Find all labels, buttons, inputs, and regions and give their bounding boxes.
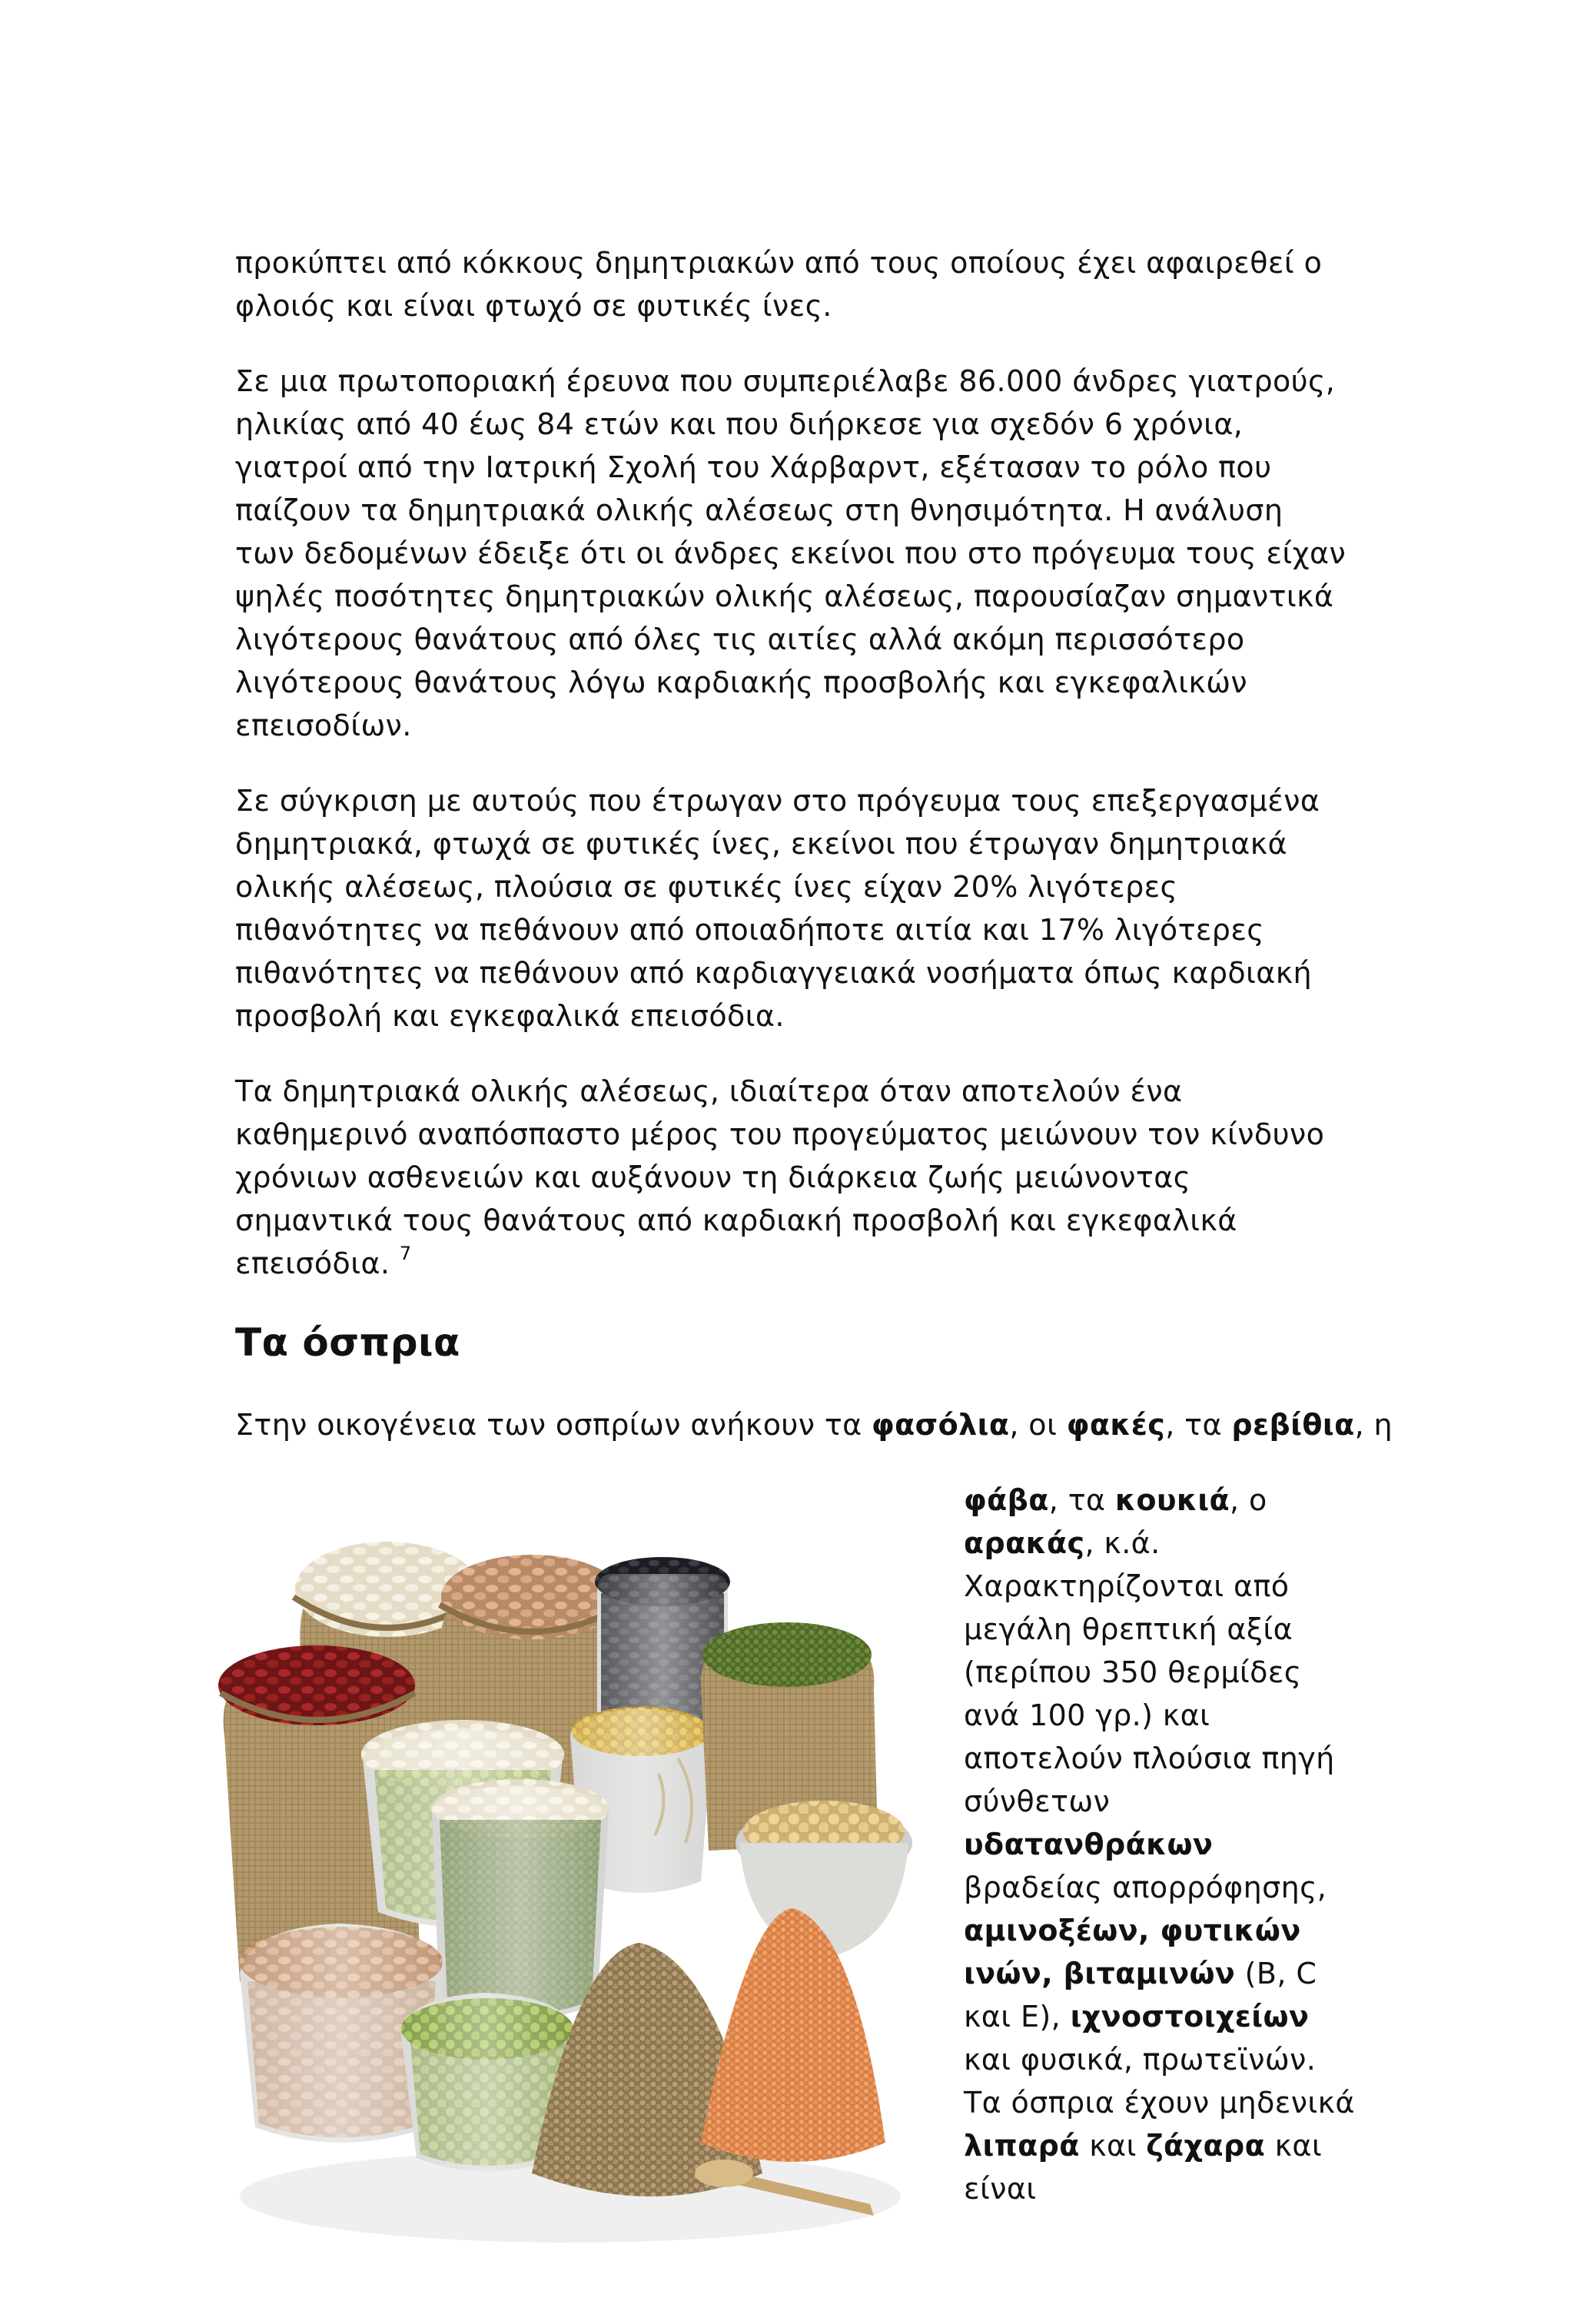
- bold-beans: φασόλια: [872, 1408, 1010, 1442]
- bold-fats: λιπαρά: [964, 2129, 1080, 2163]
- section-heading-legumes: Τα όσπρια: [235, 1320, 460, 1365]
- paragraph-harvard-study: Σε μια πρωτοποριακή έρευνα που συμπεριέλαβε 86.000 άνδρες γιατρούς, ηλικίας από 40 έως 84 ετών και που διήρκεσε για σχεδόν 6 χρόνια, γιατροί από την Ιατρική Σχολή του Χάρβαρντ, εξέτασαν το ρόλο που παίζουν τα δημητριακά ολικής αλέσεως στη θνησιμότητα. Η ανάλυση των δεδομένων έδειξε ότι οι άνδρες εκείνοι που στο πρόγευμα τους είχαν ψηλές ποσότητες δημητριακών ολικής αλέσεως, παρουσίαζαν σημαντικά λιγότερους θανάτους από όλες τις αιτίες αλλά ακόμη περισσότερο λιγότερους θανάτους λόγω καρδιακής προσβολής και εγκεφαλικών επεισοδίων.: [235, 364, 1347, 742]
- bold-trace-elements: ιχνοστοιχείων: [1070, 2000, 1310, 2034]
- side-text-4: βραδείας απορρόφησης,: [964, 1871, 1327, 1904]
- bold-peas: αρακάς: [964, 1526, 1085, 1560]
- legumes-description-text: [964, 1479, 1357, 2210]
- intro-text-4: , η: [1354, 1408, 1393, 1442]
- bold-amino-fiber-vitamins: αμινοξέων, φυτικών ινών, βιταμινών: [964, 1914, 1301, 1990]
- side-text-7: και: [1079, 2129, 1147, 2163]
- side-text-6: και φυσικά, πρωτεϊνών. Τα όσπρια έχουν μηδενικά: [964, 2043, 1355, 2120]
- bold-chickpeas: ρεβίθια: [1231, 1408, 1355, 1442]
- side-text-5: (B, C και E),: [964, 1957, 1317, 2034]
- side-text-2: , ο: [1230, 1483, 1267, 1517]
- bold-fava: φάβα: [964, 1483, 1049, 1517]
- intro-text-3: , τα: [1165, 1408, 1232, 1442]
- bold-broad-beans: κουκιά: [1114, 1483, 1230, 1517]
- side-text-1: , τα: [1048, 1483, 1115, 1517]
- paragraph-refined-grains: προκύπτει από κόκκους δημητριακών από τους οποίους έχει αφαιρεθεί ο φλοιός και είναι φτωχό σε φυτικές ίνες.: [235, 246, 1323, 323]
- legumes-section-body: [235, 1479, 1355, 2324]
- footnote-reference[interactable]: 7: [399, 1243, 412, 1264]
- paragraph-conclusion-text: Τα δημητριακά ολικής αλέσεως, ιδιαίτερα όταν αποτελούν ένα καθημερινό αναπόσπαστο μέρος του προγεύματος μειώνουν τον κίνδυνο χρόνιων ασθενειών και αυξάνουν τη διάρκεια ζωής μειώνοντας σημαντικά τους θανάτους από καρδιακή προσβολή και εγκεφαλικά επεισόδια.: [235, 1074, 1325, 1280]
- legumes-description: [964, 1479, 1357, 2210]
- legumes-intro-line: [235, 1403, 1393, 1446]
- side-text-8: και είναι: [964, 2129, 1323, 2206]
- bold-carbohydrates: υδατανθράκων: [964, 1828, 1214, 1861]
- page-content: [235, 241, 1393, 2324]
- paragraph-comparison: Σε σύγκριση με αυτούς που έτρωγαν στο πρόγευμα τους επεξεργασμένα δημητριακά, φτωχά σε φυτικές ίνες, εκείνοι που έτρωγαν δημητριακά ολικής αλέσεως, πλούσια σε φυτικές ίνες είχαν 20% λιγότερες πιθανότητες να πεθάνουν από οποιαδήποτε αιτία και 17% λιγότερες πιθανότητες να πεθάνουν από καρδιαγγειακά νοσήματα όπως καρδιακή προσβολή και εγκεφαλικά επεισόδια.: [235, 784, 1320, 1033]
- paragraph-conclusion: [235, 1070, 1351, 1285]
- intro-text-1: Στην οικογένεια των οσπρίων ανήκουν τα: [235, 1408, 872, 1442]
- legumes-photo: [209, 1482, 916, 2258]
- side-text-3: , κ.ά. Χαρακτηρίζονται από μεγάλη θρεπτική αξία (περίπου 350 θερμίδες ανά 100 γρ.) και αποτελούν πλούσια πηγή σύνθετων: [964, 1526, 1335, 1818]
- bold-sugars: ζάχαρα: [1146, 2129, 1266, 2163]
- bold-lentils: φακές: [1066, 1408, 1166, 1442]
- intro-text-2: , οι: [1009, 1408, 1067, 1442]
